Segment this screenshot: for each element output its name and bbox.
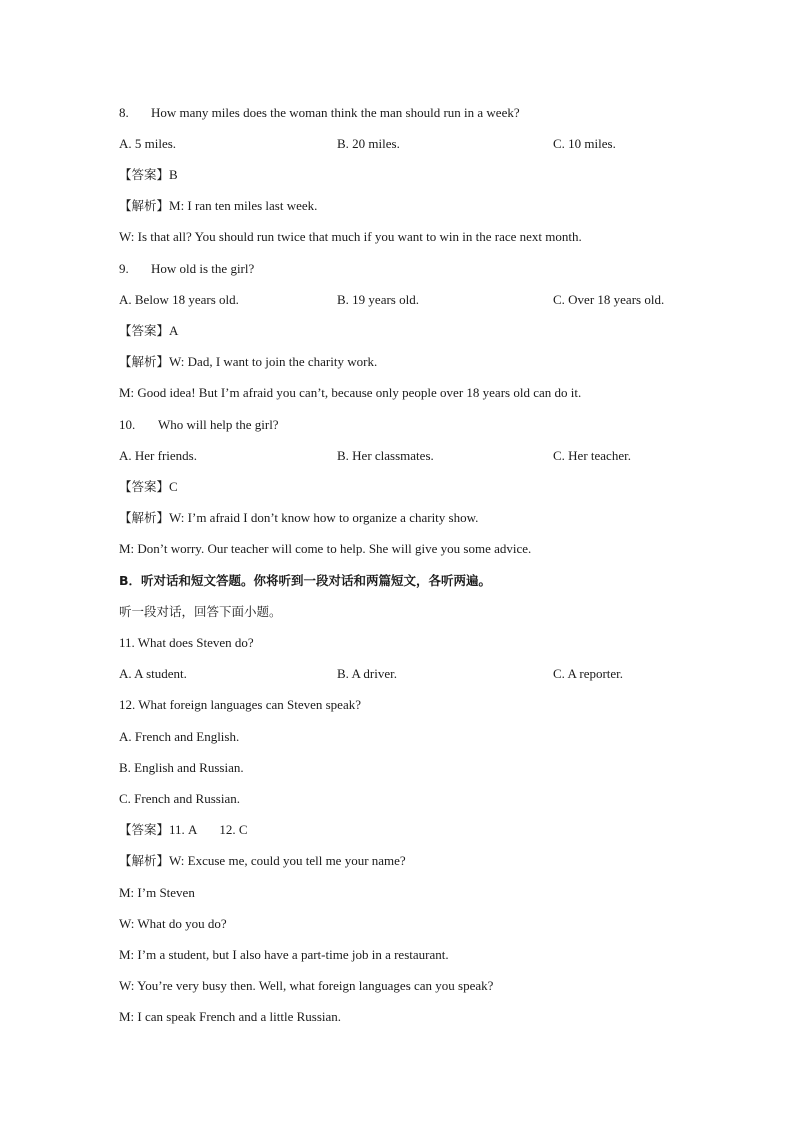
question-text: Who will help the girl? [158, 417, 279, 432]
option-b: B. A driver. [337, 666, 397, 681]
analysis-11-12-line-6: M: I can speak French and a little Russian. [119, 1009, 342, 1024]
answer-tag: 【答案】 [119, 167, 170, 182]
analysis-text: W: Excuse me, could you tell me your name? [169, 853, 406, 868]
section-b-intro: 听一段对话，回答下面小题。 [119, 604, 282, 619]
answer-9 [119, 323, 178, 339]
option-b: B. Her classmates. [337, 448, 434, 463]
option-a: A. A student. [119, 666, 187, 681]
question-11: 11. What does Steven do? [119, 635, 254, 650]
answer-value: C [169, 479, 178, 494]
option-c: C. A reporter. [553, 666, 624, 681]
option-b: B. English and Russian. [119, 760, 244, 775]
question-9 [119, 261, 254, 277]
question-number: 10. [119, 417, 136, 432]
option-a: A. Her friends. [119, 448, 197, 463]
answer-tag: 【答案】 [119, 323, 170, 338]
answer-8 [119, 167, 178, 183]
question-text: How many miles does the woman think the man should run in a week? [151, 105, 520, 120]
answer-value-11: 11. A [169, 822, 198, 837]
option-b: B. 19 years old. [337, 292, 419, 307]
analysis-text: W: I’m afraid I don’t know how to organize a charity show. [169, 510, 479, 525]
answer-value-12: 12. C [219, 822, 248, 837]
answer-tag: 【答案】 [119, 479, 170, 494]
analysis-10-line-1 [119, 510, 478, 526]
analysis-11-12-line-3: W: What do you do? [119, 916, 227, 931]
option-a: A. 5 miles. [119, 136, 177, 151]
question-number: 9. [119, 261, 129, 276]
answer-10 [119, 479, 178, 495]
analysis-text: W: Dad, I want to join the charity work. [169, 354, 378, 369]
answer-tag: 【答案】 [119, 822, 170, 837]
analysis-9-line-2: M: Good idea! But I’m afraid you can’t, because only people over 18 years old can do it. [119, 385, 582, 400]
analysis-11-12-line-5: W: You’re very busy then. Well, what foreign languages can you speak? [119, 978, 494, 993]
analysis-11-12-line-1 [119, 853, 406, 869]
answer-value: A [169, 323, 179, 338]
question-12: 12. What foreign languages can Steven speak? [119, 697, 361, 712]
option-c: C. French and Russian. [119, 791, 240, 806]
question-text: How old is the girl? [151, 261, 255, 276]
answer-value: B [169, 167, 178, 182]
question-8 [119, 105, 520, 121]
analysis-text: M: I ran ten miles last week. [169, 198, 318, 213]
analysis-tag: 【解析】 [119, 198, 170, 213]
analysis-9-line-1 [119, 354, 377, 370]
analysis-11-12-line-2: M: I’m Steven [119, 885, 195, 900]
analysis-8-line-1 [119, 198, 317, 214]
analysis-11-12-line-4: M: I’m a student, but I also have a part-time job in a restaurant. [119, 947, 449, 962]
option-a: A. Below 18 years old. [119, 292, 239, 307]
question-10 [119, 417, 279, 433]
answer-11-12 [119, 822, 248, 838]
option-c: C. 10 miles. [553, 136, 616, 151]
analysis-8-line-2: W: Is that all? You should run twice that much if you want to win in the race next month. [119, 229, 582, 244]
analysis-tag: 【解析】 [119, 853, 170, 868]
section-b-heading: B．听对话和短文答题。你将听到一段对话和两篇短文，各听两遍。 [119, 573, 492, 588]
option-b: B. 20 miles. [337, 136, 400, 151]
analysis-tag: 【解析】 [119, 354, 170, 369]
analysis-tag: 【解析】 [119, 510, 170, 525]
option-a: A. French and English. [119, 729, 240, 744]
analysis-10-line-2: M: Don’t worry. Our teacher will come to help. She will give you some advice. [119, 541, 532, 556]
option-c: C. Her teacher. [553, 448, 631, 463]
question-number: 8. [119, 105, 129, 120]
option-c: C. Over 18 years old. [553, 292, 665, 307]
